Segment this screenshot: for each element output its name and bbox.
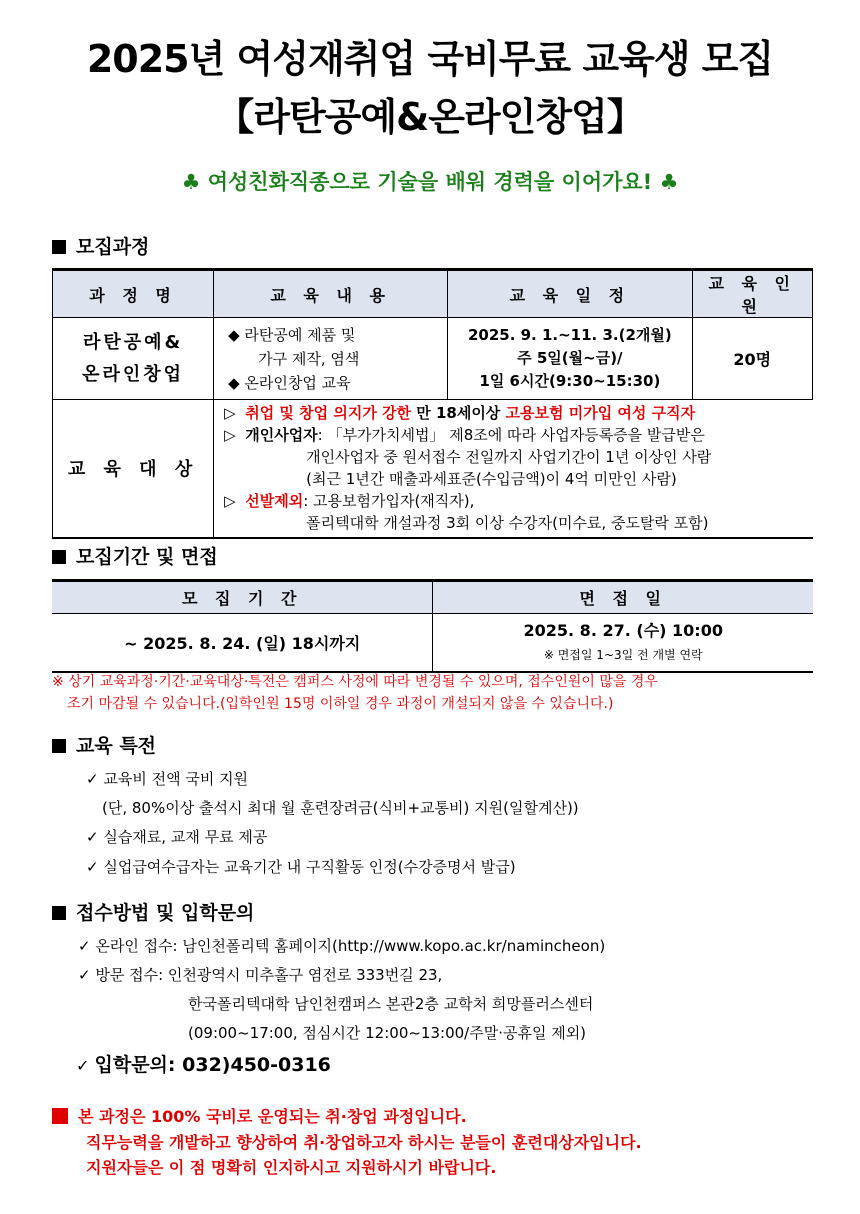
square-bullet-icon	[52, 739, 66, 753]
target-text: : 고용보험가입자(재직자),	[303, 492, 475, 511]
footer-line3: 지원자들은 이 점 명확히 인지하시고 지원하시기 바랍니다.	[86, 1158, 497, 1177]
header-capacity: 교 육 인 원	[692, 270, 813, 318]
triangle-icon: ▷	[224, 426, 236, 445]
course-name-line: 온라인창업	[82, 363, 185, 385]
target-text: (최근 1년간 매출과세표준(수입금액)이 4억 미만인 사람)	[306, 470, 677, 489]
triangle-icon: ▷	[224, 404, 236, 423]
warning-note-line1: ※ 상기 교육과정·기간·교육대상·특전은 캠퍼스 사정에 따라 변경될 수 있으며, 접수인원이 많을 경우	[52, 674, 658, 690]
inquiry	[76, 1050, 331, 1077]
header-course-name: 과 정 명	[53, 270, 214, 318]
triangle-icon: ▷	[224, 492, 236, 511]
benefit-item: ✓ 교육비 전액 국비 지원	[86, 770, 249, 788]
target-text: 폴리텍대학 개설과정 3회 이상 수강자(미수료, 중도탈락 포함)	[306, 514, 709, 533]
check-icon: ✓	[76, 1056, 90, 1075]
capacity-cell: 20명	[692, 318, 813, 400]
section-heading-apply: 접수방법 및 입학문의	[52, 898, 254, 925]
apply-online: ✓ 온라인 접수: 남인천폴리텍 홈페이지(http://www.kopo.ac.kr/namincheon)	[78, 937, 606, 955]
square-bullet-icon	[52, 906, 66, 920]
benefit-item: ✓ 실업급여수급자는 교육기간 내 구직활동 인정(수강증명서 발급)	[86, 858, 516, 876]
page-subtitle: 【라탄공예&온라인창업】	[216, 95, 644, 139]
course-name-line: 라탄공예&	[82, 331, 184, 353]
warning-note-line2: 조기 마감될 수 있습니다.(입학인원 15명 이하일 경우 과정이 개설되지 않을 수 있습니다.)	[67, 696, 614, 712]
target-label: 교 육 대 상	[53, 400, 214, 538]
square-bullet-icon	[52, 240, 66, 254]
section-heading-course: 모집과정	[52, 232, 149, 259]
period-cell: ~ 2025. 8. 24. (일) 18시까지	[52, 614, 433, 672]
header-period: 모 집 기 간	[52, 581, 433, 614]
target-highlight: 고용보험 미가입 여성 구직자	[505, 404, 696, 423]
red-square-icon	[52, 1108, 68, 1124]
target-cell	[214, 400, 813, 538]
course-table	[52, 268, 813, 539]
schedule-line: 1일 6시간(9:30~15:30)	[479, 372, 661, 390]
target-text: 개인사업자 중 원서접수 전일까지 사업기간이 1년 이상인 사람	[306, 448, 712, 467]
apply-visit: ✓ 방문 접수: 인천광역시 미추홀구 염전로 333번길 23,	[78, 966, 443, 984]
header-content: 교 육 내 용	[214, 270, 448, 318]
footer-line2: 직무능력을 개발하고 향상하여 취·창업하고자 하시는 분들이 훈련대상자입니다.	[86, 1133, 642, 1152]
content-line: ◆ 온라인창업 교육	[228, 373, 351, 392]
section-heading-benefits: 교육 특전	[52, 731, 156, 758]
period-table	[52, 579, 813, 673]
course-name-cell	[53, 318, 214, 400]
interview-date: 2025. 8. 27. (수) 10:00	[523, 621, 723, 641]
target-text: : 「부가가치세법」 제8조에 따라 사업자등록증을 발급받은	[317, 426, 705, 445]
target-label-self-employed: 개인사업자	[245, 426, 318, 445]
target-text: 만 18세이상	[411, 404, 506, 423]
page-title: 2025년 여성재취업 국비무료 교육생 모집	[86, 37, 774, 81]
target-highlight: 취업 및 창업 의지가 강한	[245, 404, 412, 423]
target-item-3	[224, 490, 812, 512]
benefit-item-sub: (단, 80%이상 출석시 최대 월 훈련장려금(식비+교통비) 지원(일할계산))	[102, 799, 579, 817]
interview-note: ※ 면접일 1~3일 전 개별 연락	[543, 648, 703, 663]
course-content-cell	[214, 318, 448, 400]
slogan: ♣ 여성친화직종으로 기술을 배워 경력을 이어가요! ♣	[181, 170, 679, 194]
apply-visit-hours: (09:00~17:00, 점심시간 12:00~13:00/주말·공휴일 제외)	[188, 1024, 587, 1042]
content-line: 가구 제작, 염색	[258, 349, 360, 368]
content-line: ◆ 라탄공예 제품 및	[228, 325, 356, 344]
footer-line1: 본 과정은 100% 국비로 운영되는 취·창업 과정입니다.	[52, 1104, 467, 1127]
inquiry-phone: 입학문의: 032)450-0316	[94, 1054, 331, 1076]
target-item-2	[224, 424, 812, 446]
target-item-1	[224, 402, 812, 424]
schedule-line: 2025. 9. 1.~11. 3.(2개월)	[467, 326, 672, 344]
square-bullet-icon	[52, 550, 66, 564]
header-schedule: 교 육 일 정	[448, 270, 692, 318]
section-heading-period: 모집기간 및 면접	[52, 542, 218, 569]
benefit-item: ✓ 실습재료, 교재 무료 제공	[86, 828, 268, 846]
apply-visit-address: 한국폴리텍대학 남인천캠퍼스 본관2층 교학처 희망플러스센터	[188, 995, 594, 1013]
interview-cell	[433, 614, 813, 672]
target-exclusion-label: 선발제외	[245, 492, 304, 511]
schedule-line: 주 5일(월~금)/	[517, 349, 623, 367]
schedule-cell	[448, 318, 692, 400]
header-interview: 면 접 일	[433, 581, 813, 614]
